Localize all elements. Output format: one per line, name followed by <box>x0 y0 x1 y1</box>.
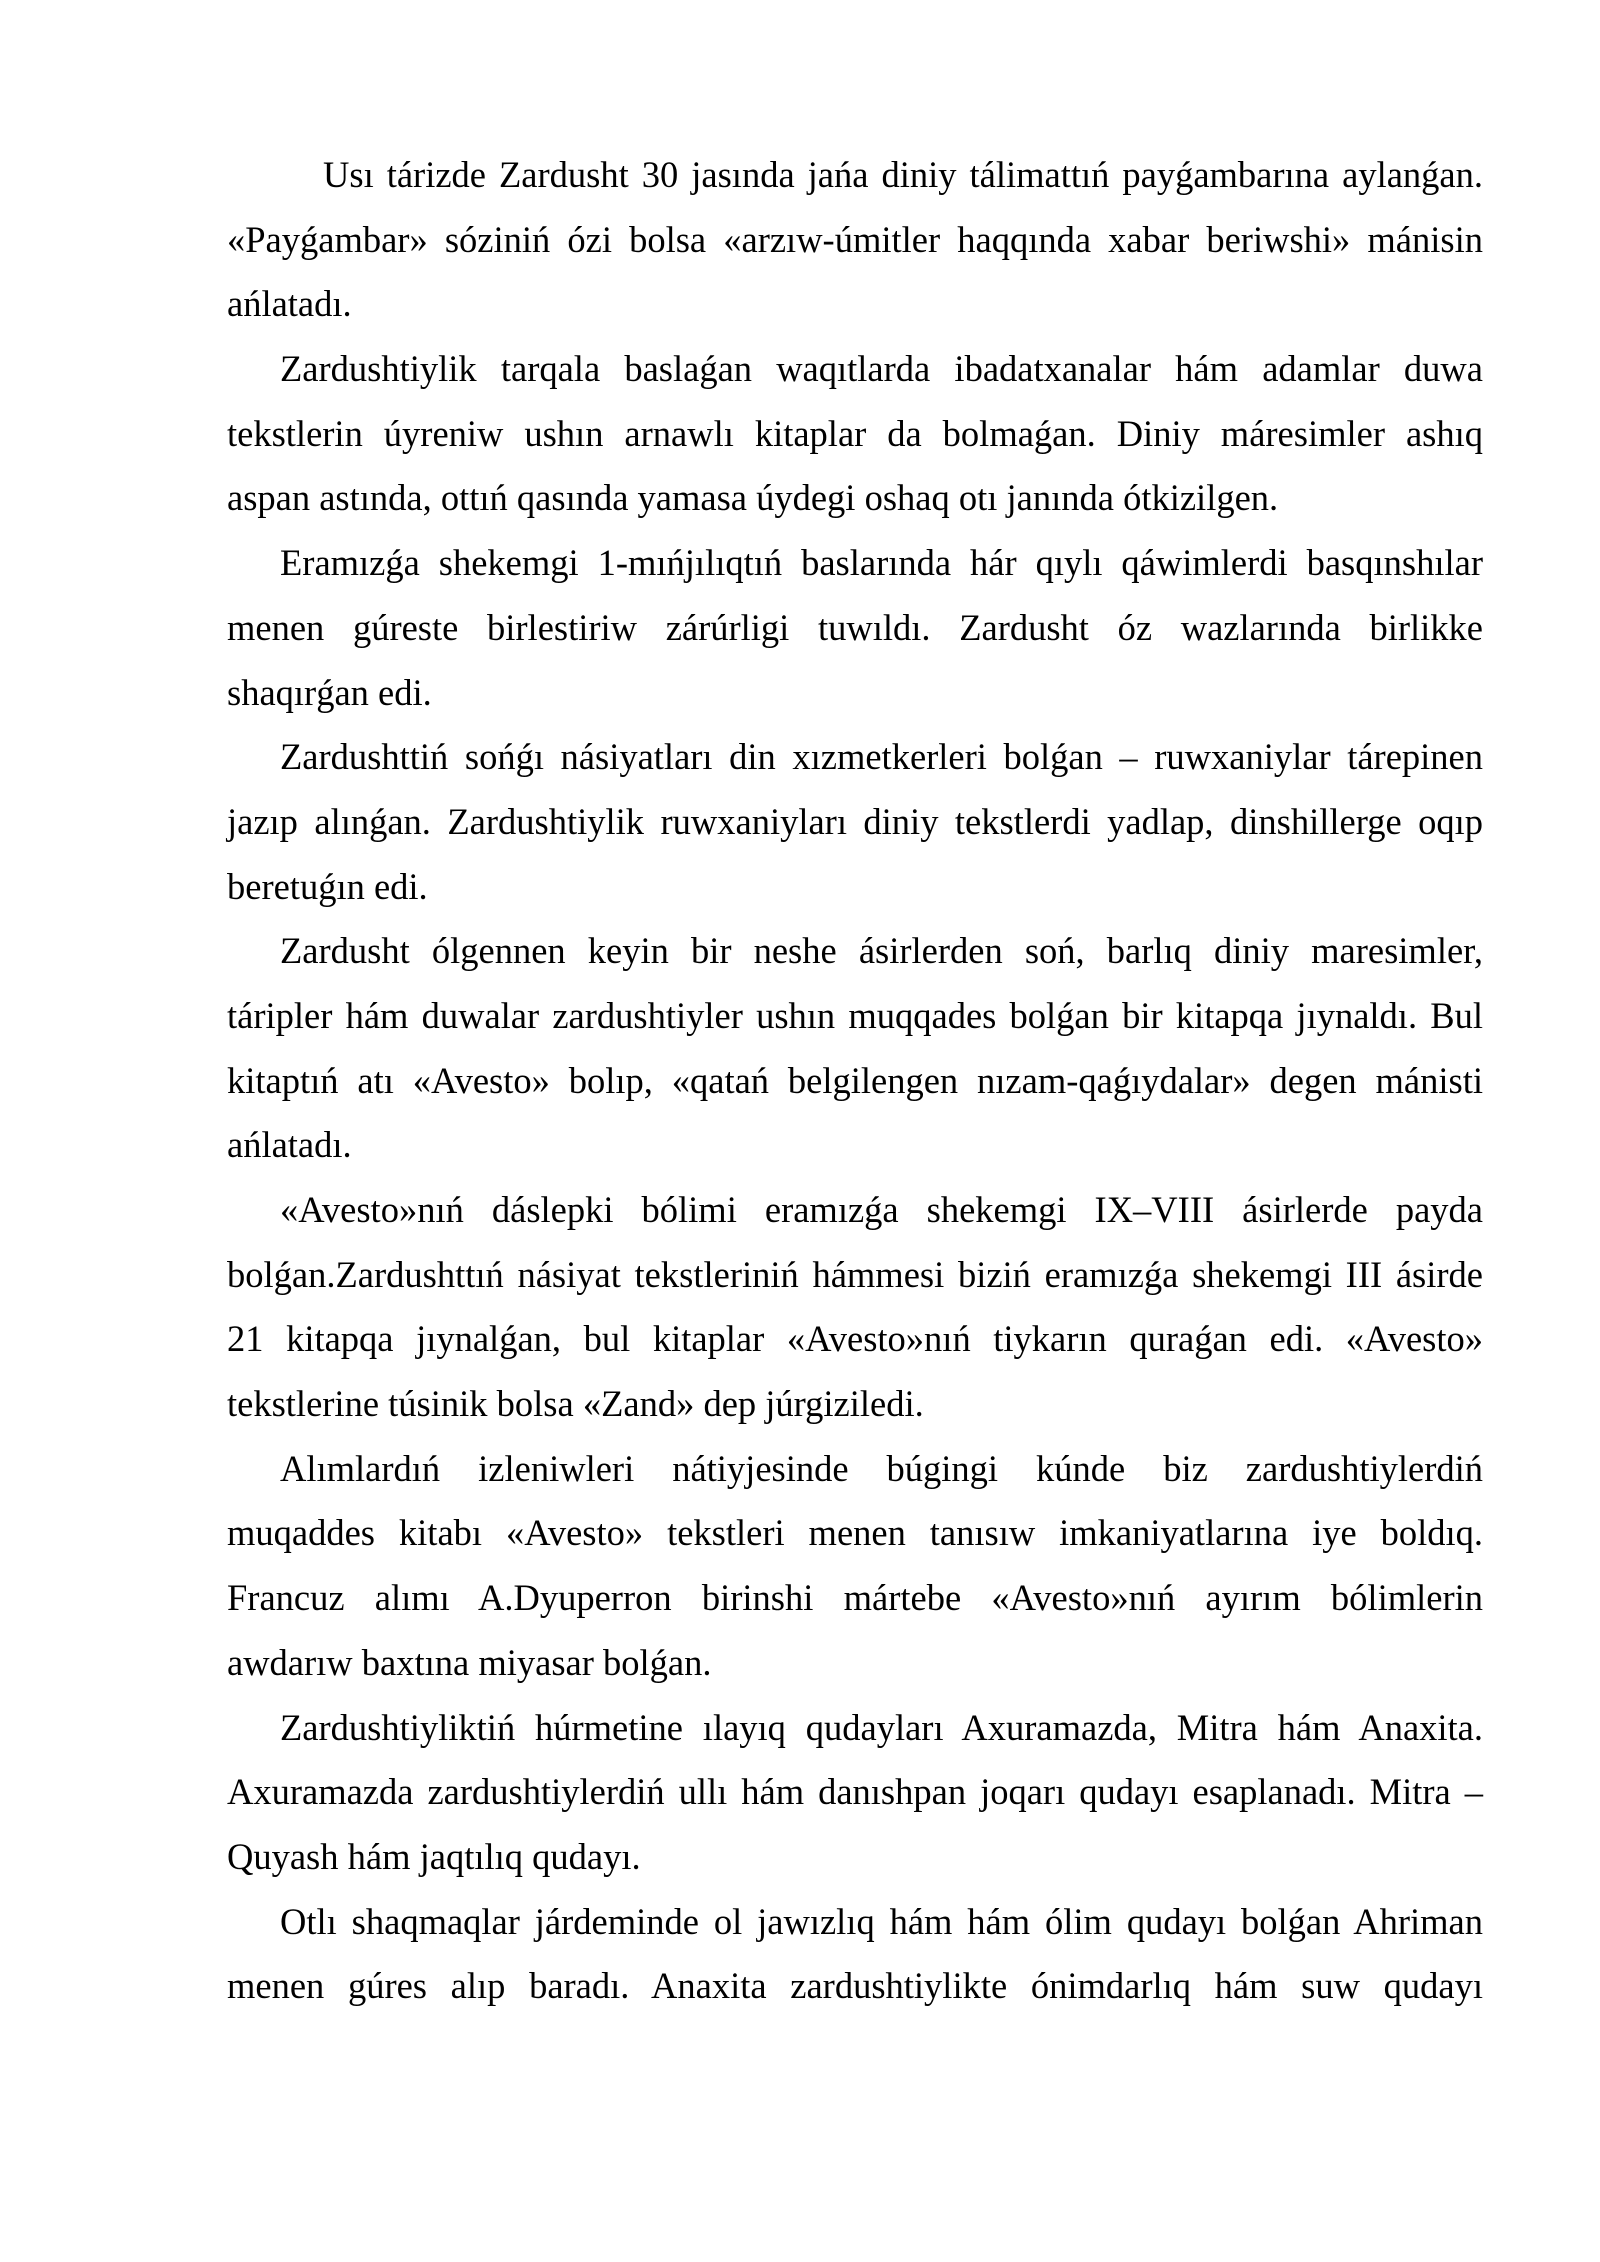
text-line: Zardushtiylik tarqala baslaǵan waqıtlarda ibadatxanalar hám adamlar duwa <box>280 348 1483 390</box>
text-line: awdarıw baxtına miyasar bolǵan. <box>227 1641 712 1683</box>
paragraph <box>227 337 1483 531</box>
text-line: Francuz alımı A.Dyuperron birinshi mártebe «Avesto»nıń ayırım bólimlerin <box>227 1577 1483 1619</box>
text-line: jazıp alınǵan. Zardushtiylik ruwxaniyları diniy tekstlerdi yadlap, dinshillerge oqıp <box>227 800 1483 842</box>
paragraph <box>227 1437 1483 1696</box>
text-line: táripler hám duwalar zardushtiyler ushın muqqades bolǵan bir kitapqa jıynaldı. Bul <box>227 994 1483 1036</box>
text-line: ańlatadı. <box>227 283 352 325</box>
paragraph <box>227 1890 1483 2019</box>
paragraph <box>227 143 1483 337</box>
text-line: Alımlardıń izleniwleri nátiyjesinde búgingi kúnde biz zardushtiylerdiń <box>280 1447 1483 1489</box>
text-line: Usı tárizde Zardusht 30 jasında jańa diniy tálimattıń payǵambarına aylanǵan. <box>323 154 1483 195</box>
text-line: Quyash hám jaqtılıq qudayı. <box>227 1835 641 1877</box>
text-line: beretuǵın edi. <box>227 865 428 907</box>
text-line: shaqırǵan edi. <box>227 671 432 713</box>
text-line: Otlı shaqmaqlar járdeminde ol jawızlıq hám hám ólim qudayı bolǵan Ahriman <box>280 1900 1483 1942</box>
paragraph <box>227 1178 1483 1437</box>
text-line: Eramızǵa shekemgi 1-mıńjılıqtıń baslarında hár qıylı qáwimlerdi basqınshılar <box>280 542 1483 584</box>
text-line: muqaddes kitabı «Avesto» tekstleri menen tanısıw imkaniyatlarına iye boldıq. <box>227 1512 1483 1554</box>
text-line: «Avesto»nıń dáslepki bólimi eramızǵa shekemgi IX–VIII ásirlerde payda <box>280 1189 1483 1230</box>
text-line: Zardushtiyliktiń húrmetine ılayıq qudayları Axuramazda, Mitra hám Anaxita. <box>280 1706 1483 1748</box>
text-line: kitaptıń atı «Avesto» bolıp, «qatań belgilengen nızam-qaǵıydalar» degen mánisti <box>227 1059 1483 1101</box>
text-line: ańlatadı. <box>227 1124 352 1166</box>
paragraph <box>227 725 1483 919</box>
text-line: menen gúreste birlestiriw zárúrligi tuwıldı. Zardusht óz wazlarında birlikke <box>227 606 1483 648</box>
document-text <box>227 143 1483 2019</box>
text-line: aspan astında, ottıń qasında yamasa úydegi oshaq otı janında ótkizilgen. <box>227 477 1279 519</box>
paragraph <box>227 531 1483 725</box>
text-line: Zardushttiń sońǵı násiyatları din xızmetkerleri bolǵan – ruwxaniylar tárepinen <box>280 736 1483 778</box>
text-line: menen gúres alıp baradı. Anaxita zardushtiylikte ónimdarlıq hám suw qudayı <box>227 1965 1483 2007</box>
text-line: Axuramazda zardushtiylerdiń ullı hám danıshpan joqarı qudayı esaplanadı. Mitra – <box>227 1771 1483 1813</box>
paragraph <box>227 919 1483 1178</box>
text-line: «Payǵambar» sóziniń ózi bolsa «arzıw-úmitler haqqında xabar beriwshi» mánisin <box>227 218 1483 260</box>
text-line: tekstlerine túsinik bolsa «Zand» dep júrgiziledi. <box>227 1383 924 1425</box>
text-line: tekstlerin úyreniw ushın arnawlı kitaplar da bolmaǵan. Diniy máresimler ashıq <box>227 412 1483 454</box>
text-line: bolǵan.Zardushttıń násiyat tekstleriniń hámmesi biziń eramızǵa shekemgi III ásirde <box>227 1253 1483 1295</box>
text-line: Zardusht ólgennen keyin bir neshe ásirlerden soń, barlıq diniy maresimler, <box>280 930 1483 972</box>
text-line: 21 kitapqa jıynalǵan, bul kitaplar «Avesto»nıń tiykarın quraǵan edi. «Avesto» <box>227 1318 1483 1360</box>
paragraph <box>227 1696 1483 1890</box>
